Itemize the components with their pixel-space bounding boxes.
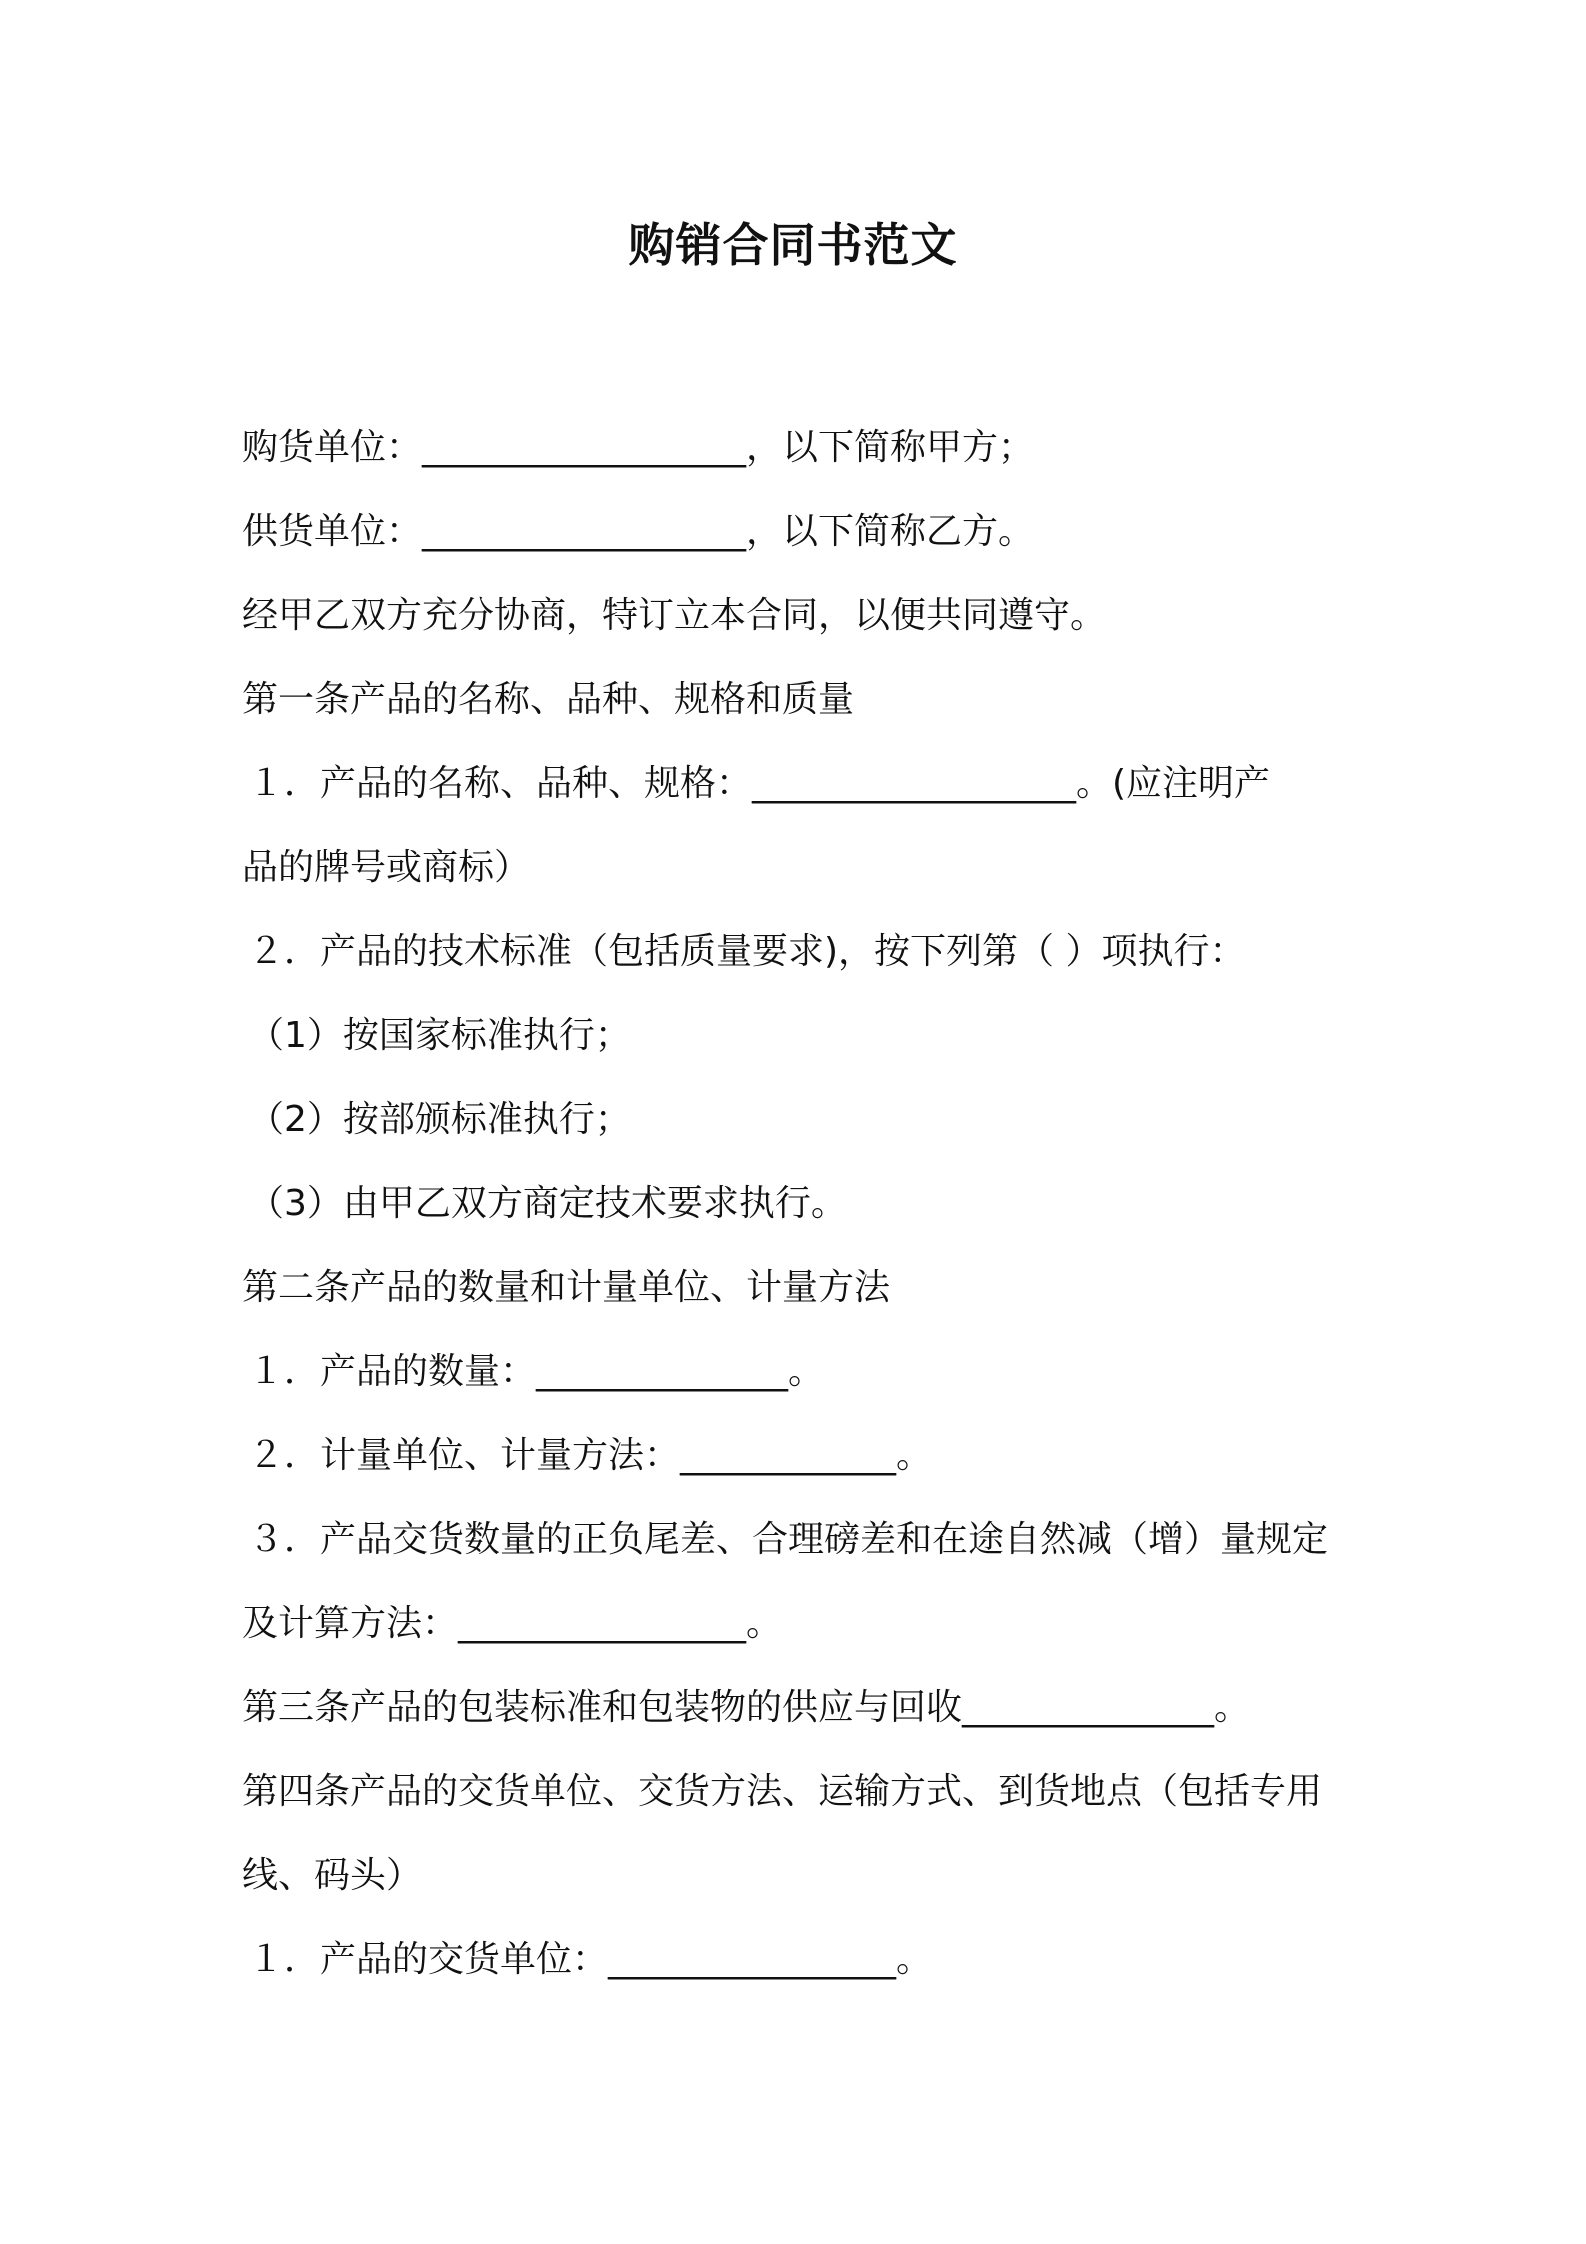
article-2-item-3-continued: 及计算方法：________________。 (242, 1603, 783, 1644)
document-title: 购销合同书范文 (628, 218, 958, 272)
article-2-item-1: １．产品的数量：______________。 (248, 1351, 825, 1392)
article-2-item-3: ３．产品交货数量的正负尾差、合理磅差和在途自然减（增）量规定 (248, 1519, 1329, 1560)
article-2-item-2: ２．计量单位、计量方法：____________。 (248, 1435, 933, 1476)
article-3-heading: 第三条产品的包装标准和包装物的供应与回收______________。 (242, 1687, 1251, 1728)
buyer-line: 购货单位：__________________，以下简称甲方； (242, 427, 1035, 468)
standard-option-1: （1）按国家标准执行； (248, 1015, 631, 1056)
article-1-item-1: １．产品的名称、品种、规格：__________________。(应注明产 (248, 763, 1271, 804)
article-4-item-1: １．产品的交货单位：________________。 (248, 1939, 933, 1980)
agreement-statement: 经甲乙双方充分协商，特订立本合同，以便共同遵守。 (242, 595, 1107, 636)
supplier-line: 供货单位：__________________，以下简称乙方。 (242, 511, 1035, 552)
article-4-heading-continued: 线、码头） (242, 1855, 423, 1896)
article-1-item-2: ２．产品的技术标准（包括质量要求)，按下列第（ ）项执行： (248, 931, 1246, 972)
article-1-heading: 第一条产品的名称、品种、规格和质量 (242, 679, 855, 720)
article-4-heading: 第四条产品的交货单位、交货方法、运输方式、到货地点（包括专用 (242, 1771, 1323, 1812)
article-1-item-1-continued: 品的牌号或商标） (242, 847, 531, 888)
standard-option-3: （3）由甲乙双方商定技术要求执行。 (248, 1183, 847, 1224)
article-2-heading: 第二条产品的数量和计量单位、计量方法 (242, 1267, 891, 1308)
standard-option-2: （2）按部颁标准执行； (248, 1099, 631, 1140)
document-body (242, 406, 1360, 2002)
